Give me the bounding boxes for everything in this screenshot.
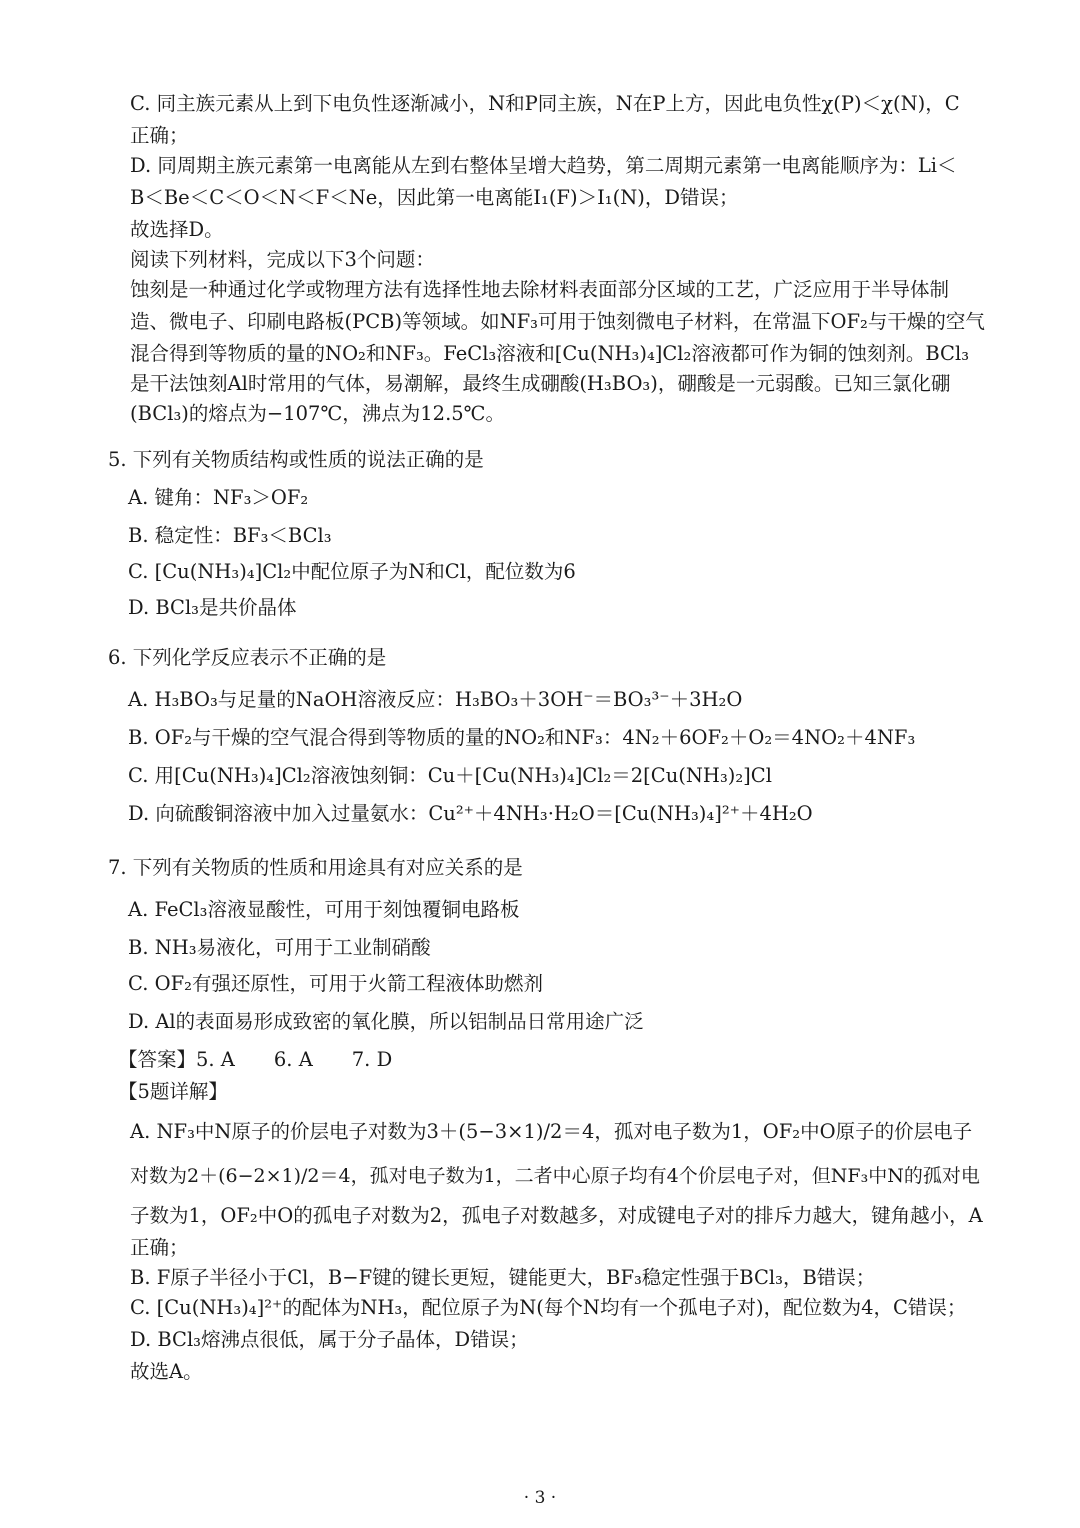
question-7-option-d: D. Al的表面易形成致密的氧化膜，所以铝制品日常用途广泛 — [128, 1010, 644, 1033]
text-line: D. 同周期主族元素第一电离能从左到右整体呈增大趋势，第二周期元素第一电离能顺序为：Li＜ — [130, 154, 957, 177]
text-line: (BCl₃)的熔点为−107℃，沸点为12.5℃。 — [130, 402, 505, 425]
question-6-option-b: B. OF₂与干燥的空气混合得到等物质的量的NO₂和NF₃：4N₂＋6OF₂＋O₂＝4NO₂＋4NF₃ — [128, 726, 916, 749]
question-6-option-d: D. 向硫酸铜溶液中加入过量氨水：Cu²⁺＋4NH₃·H₂O＝[Cu(NH₃)₄]²⁺＋4H₂O — [128, 802, 813, 825]
explanation-line: 子数为1，OF₂中O的孤电子对数为2，孤电子对数越多，对成键电子对的排斥力越大，键角越小，A — [130, 1204, 983, 1227]
page-number: · 3 · — [523, 1488, 557, 1508]
question-6-option-c: C. 用[Cu(NH₃)₄]Cl₂溶液蚀刻铜：Cu＋[Cu(NH₃)₄]Cl₂＝2[Cu(NH₃)₂]Cl — [128, 764, 772, 787]
text-line: 故选择D。 — [130, 218, 224, 241]
text-line: 是干法蚀刻Al时常用的气体，易潮解，最终生成硼酸(H₃BO₃)，硼酸是一元弱酸。已知三氯化硼 — [130, 372, 951, 395]
question-6-option-a: A. H₃BO₃与足量的NaOH溶液反应：H₃BO₃＋3OH⁻＝BO₃³⁻＋3H₂O — [128, 688, 743, 711]
explanation-line: 正确； — [130, 1236, 189, 1259]
explanation-line: A. NF₃中N原子的价层电子对数为3＋(5−3×1)/2＝4，孤对电子数为1，OF₂中O原子的价层电子 — [130, 1120, 973, 1143]
question-5: 5. 下列有关物质结构或性质的说法正确的是 — [108, 448, 484, 471]
question-7-option-a: A. FeCl₃溶液显酸性，可用于刻蚀覆铜电路板 — [128, 898, 520, 921]
text-line: B＜Be＜C＜O＜N＜F＜Ne，因此第一电离能I₁(F)＞I₁(N)，D错误； — [130, 186, 739, 209]
explanation-line: 故选A。 — [130, 1360, 203, 1383]
question-7: 7. 下列有关物质的性质和用途具有对应关系的是 — [108, 856, 523, 879]
question-7-option-b: B. NH₃易液化，可用于工业制硝酸 — [128, 936, 431, 959]
text-line: 蚀刻是一种通过化学或物理方法有选择性地去除材料表面部分区域的工艺，广泛应用于半导体制 — [130, 278, 950, 301]
text-line: C. 同主族元素从上到下电负性逐渐减小，N和P同主族，N在P上方，因此电负性χ(P)＜χ(N)，C — [130, 92, 960, 115]
explanation-line: 对数为2＋(6−2×1)/2＝4，孤对电子数为1，二者中心原子均有4个价层电子对，但NF₃中N的孤对电 — [130, 1165, 980, 1187]
question-6: 6. 下列化学反应表示不正确的是 — [108, 646, 387, 669]
question-7-option-c: C. OF₂有强还原性，可用于火箭工程液体助燃剂 — [128, 972, 543, 995]
text-line: 造、微电子、印刷电路板(PCB)等领域。如NF₃可用于蚀刻微电子材料，在常温下OF₂与干燥的空气 — [130, 310, 985, 333]
explanation-line: D. BCl₃熔沸点很低，属于分子晶体，D错误； — [130, 1328, 529, 1351]
text-line: 正确； — [130, 124, 189, 147]
answer-line: 【答案】5. A 6. A 7. D — [118, 1048, 393, 1071]
text-line: 阅读下列材料，完成以下3个问题： — [130, 248, 435, 271]
section-title: 【5题详解】 — [118, 1080, 228, 1103]
question-5-option-b: B. 稳定性：BF₃＜BCl₃ — [128, 524, 332, 547]
question-5-option-c: C. [Cu(NH₃)₄]Cl₂中配位原子为N和Cl，配位数为6 — [128, 560, 576, 583]
question-5-option-a: A. 键角：NF₃＞OF₂ — [128, 486, 309, 509]
text-line: 混合得到等物质的量的NO₂和NF₃。FeCl₃溶液和[Cu(NH₃)₄]Cl₂溶液都可作为铜的蚀刻剂。BCl₃ — [130, 342, 970, 365]
explanation-line: C. [Cu(NH₃)₄]²⁺的配体为NH₃，配位原子为N(每个N均有一个孤电子对)，配位数为4，C错误； — [130, 1296, 967, 1319]
question-5-option-d: D. BCl₃是共价晶体 — [128, 596, 297, 619]
explanation-line: B. F原子半径小于Cl，B−F键的键长更短，键能更大，BF₃稳定性强于BCl₃，B错误； — [130, 1266, 876, 1289]
